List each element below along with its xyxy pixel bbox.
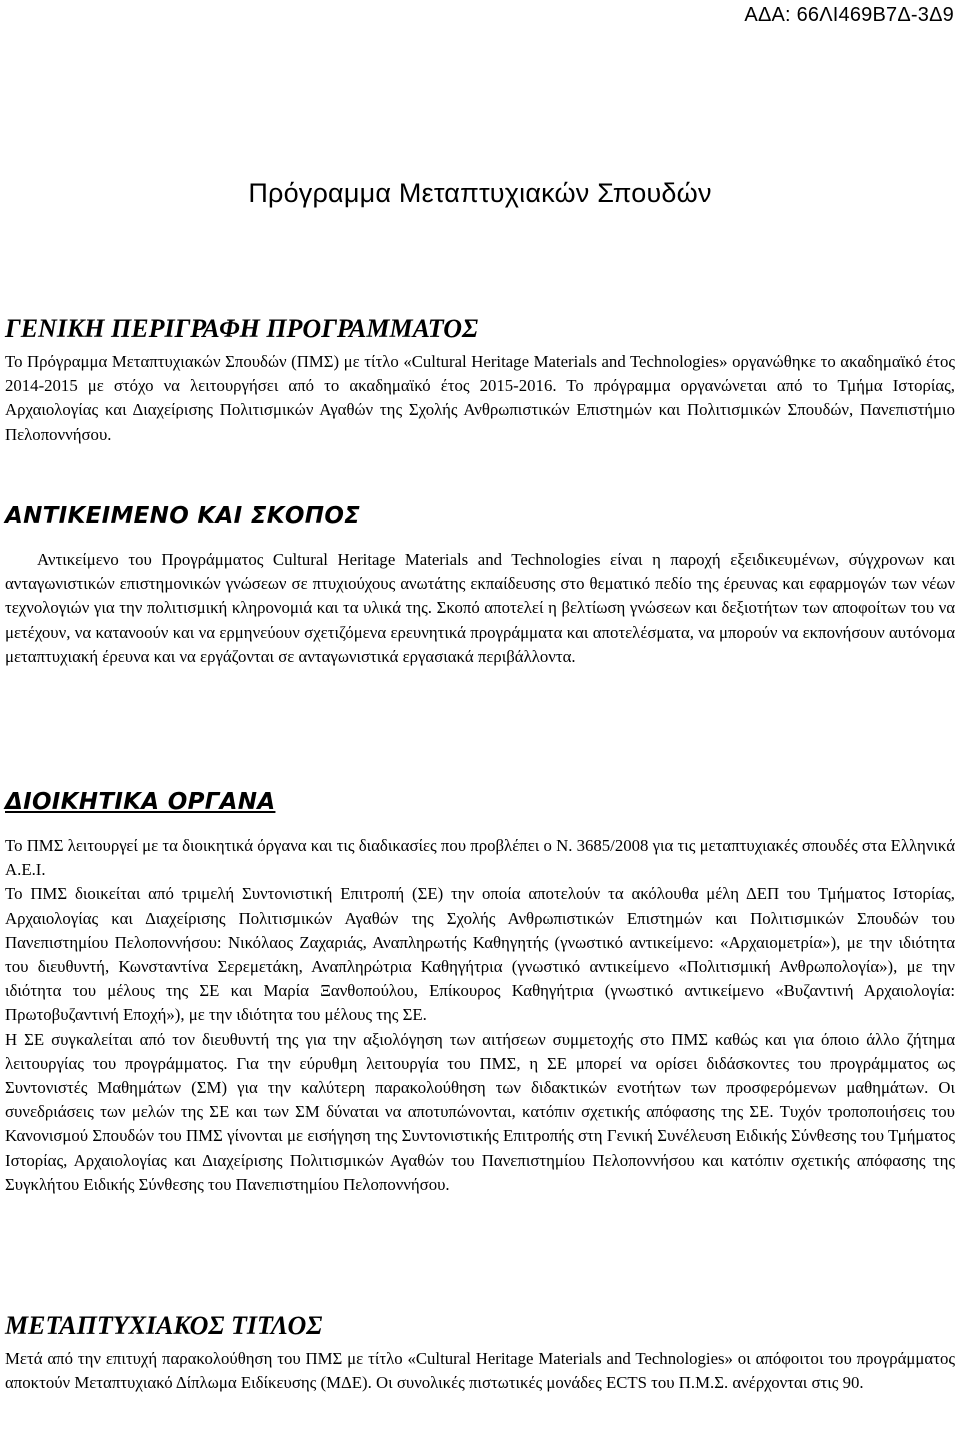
- section-governance: [5, 786, 955, 1197]
- objective-paragraph: Αντικείμενο του Προγράμματος Cultural Heritage Materials and Technologies είναι η παροχή εξειδικευμένων, σύγχρονων και ανταγωνιστικών επιστημονικών γνώσεων σε πτυχιούχους ανωτάτης εκπαίδευσης στο θεματικό πεδίο της έρευνας και εφαρμογών των νέων τεχνολογιών για την πολιτισμική κληρονομιά και τα υλικά της. Σκοπό αποτελεί η βελτίωση γνώσεων και δεξιοτήτων των αποφοίτων του να μετέχουν, να κατανοούν και να ερμηνεύουν σχετιζόμενα ερευνητικά προγράμματα και αποτελέσματα, να μπορούν να εκπονήσουν αυτόνομα μεταπτυχιακή έρευνα και να εργάζονται σε ανταγωνιστικά εργασιακά περιβάλλοντα.: [5, 550, 955, 666]
- document-title: Πρόγραμμα Μεταπτυχιακών Σπουδών: [248, 178, 712, 208]
- section-heading-objective: ΑΝΤΙΚΕΙΜΕΝΟ ΚΑΙ ΣΚΟΠΟΣ: [5, 503, 361, 529]
- governance-paragraph-3: Η ΣΕ συγκαλείται από τον διευθυντή της για την αξιολόγηση των αιτήσεων συμμετοχής στο ΠΜΣ καθώς και για όποιο άλλο ζήτημα λειτουργίας του προγράμματος. Για την εύρυθμη λειτουργία του ΠΜΣ, η ΣΕ μπορεί να ορίσει διδάσκοντες του προγράμματος ως Συντονιστές Μαθημάτων (ΣΜ) για την καλύτερη παρακολούθηση των διδακτικών ενοτήτων των προσφερόμενων μαθημάτων. Οι συνεδριάσεις των μελών της ΣΕ και των ΣΜ δύναται να αποτυπώνονται, κατόπιν σχετικής απόφασης της ΣΕ. Τυχόν τροποποιήσεις του Κανονισμού Σπουδών του ΠΜΣ γίνονται με εισήγηση της Συντονιστικής Επιτροπής στη Γενική Συνέλευση Ειδικής Σύνθεσης του Τμήματος Ιστορίας, Αρχαιολογίας και Διαχείρισης Πολιτισμικών Αγαθών του Πανεπιστημίου Πελοποννήσου και κατόπιν σχετικής απόφασης της Συγκλήτου Ειδικής Σύνθεσης του Πανεπιστημίου Πελοποννήσου.: [5, 1029, 955, 1194]
- section-heading-governance: ΔΙΟΙΚΗΤΙΚΑ ΟΡΓΑΝΑ: [5, 789, 276, 815]
- governance-paragraph-1: Το ΠΜΣ λειτουργεί με τα διοικητικά όργανα και τις διαδικασίες που προβλέπει ο Ν. 3685/2008 για τις μεταπτυχιακές σπουδές στα Ελληνικά Α.Ε.Ι.: [5, 836, 955, 880]
- section-heading-degree: ΜΕΤΑΠΤΥΧΙΑΚΟΣ ΤΙΤΛΟΣ: [5, 1311, 323, 1340]
- governance-paragraph-2: Το ΠΜΣ διοικείται από τριμελή Συντονιστική Επιτροπή (ΣΕ) την οποία αποτελούν τα ακόλουθα μέλη ΔΕΠ του Τμήματος Ιστορίας, Αρχαιολογίας και Διαχείρισης Πολιτισμικών Αγαθών της Σχολής Ανθρωπιστικών Επιστημών και Πολιτισμικών Σπουδών του Πανεπιστημίου Πελοποννήσου: Νικόλαος Ζαχαριάς, Αναπληρωτής Καθηγητής (γνωστικό αντικείμενο: «Αρχαιομετρία»), με την ιδιότητα του διευθυντή, Κωνσταντίνα Σερεμετάκη, Αναπληρώτρια Καθηγήτρια (γνωστικό αντικείμενο «Πολιτισμική Ανθρωπολογία»), με την ιδιότητα του μέλους της ΣΕ και Μαρία Ξανθοπούλου, Επίκουρος Καθηγήτρια (γνωστικό αντικείμενο «Βυζαντινή Αρχαιολογία: Πρωτοβυζαντινή Εποχή»), με την ιδιότητα του μέλους της ΣΕ.: [5, 884, 955, 1025]
- ada-code: ΑΔΑ: 66ΛΙ469Β7Δ-3Δ9: [744, 4, 954, 26]
- general-paragraph: Το Πρόγραμμα Μεταπτυχιακών Σπουδών (ΠΜΣ) με τίτλο «Cultural Heritage Materials and Technologies» οργανώθηκε το ακαδημαϊκό έτος 2014-2015 με στόχο να λειτουργήσει από το ακαδημαϊκό έτος 2015-2016. Το πρόγραμμα οργανώνεται από το Τμήμα Ιστορίας, Αρχαιολογίας και Διαχείρισης Πολιτισμικών Αγαθών της Σχολής Ανθρωπιστικών Επιστημών και Πολιτισμικών Σπουδών, Πανεπιστήμιο Πελοποννήσου.: [5, 352, 955, 444]
- section-degree: [5, 1310, 955, 1395]
- section-objective: [5, 500, 955, 669]
- degree-paragraph: Μετά από την επιτυχή παρακολούθηση του ΠΜΣ με τίτλο «Cultural Heritage Materials and Technologies» οι απόφοιτοι του προγράμματος αποκτούν Μεταπτυχιακό Δίπλωμα Ειδίκευσης (ΜΔΕ). Οι συνολικές πιστωτικές μονάδες ECTS του Π.Μ.Σ. ανέρχονται στις 90.: [5, 1349, 955, 1393]
- section-general-description: [5, 313, 955, 447]
- section-heading-general: ΓΕΝΙΚΗ ΠΕΡΙΓΡΑΦΗ ΠΡΟΓΡΑΜΜΑΤΟΣ: [5, 314, 479, 343]
